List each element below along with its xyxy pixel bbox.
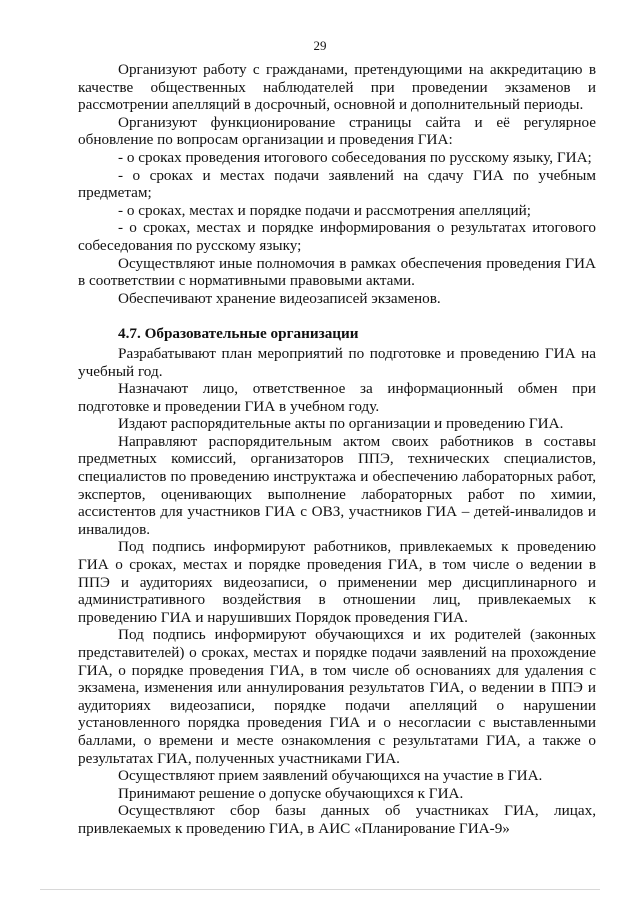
scan-edge-divider <box>40 889 600 890</box>
paragraph: Принимают решение о допуске обучающихся к ГИА. <box>118 784 464 802</box>
list-item: - о сроках проведения итогового собеседования по русскому языку, ГИА; <box>118 148 592 166</box>
list-item: - о сроках, местах и порядке подачи и рассмотрения апелляций; <box>118 201 531 219</box>
paragraph: Издают распорядительные акты по организации и проведению ГИА. <box>118 415 564 433</box>
page-number: 29 <box>313 38 327 53</box>
list-item: - о сроках и местах подачи заявлений на сдачу ГИА по учебным предметам; <box>78 166 596 202</box>
paragraph: Под подпись информируют обучающихся и их родителей (законных представителей) о сроках, местах и порядке подачи заявлений на прохождение ГИА, о порядке проведения ГИА, в том числе об основаниях для удаления с экзамена, изменения или аннулирования результатов ГИА, о ведении в ППЭ и аудиториях видеозаписи, порядке подачи апелляций о нарушении установленного порядка проведения ГИА и о несогласии с выставленными баллами, о времени и месте ознакомления с результатами ГИА, а также о результатах ГИА, полученных участниками ГИА. <box>78 626 596 767</box>
paragraph: Разрабатывают план мероприятий по подготовке и проведению ГИА на учебный год. <box>78 344 596 380</box>
paragraph: Осуществляют иные полномочия в рамках обеспечения проведения ГИА в соответствии с нормативными правовыми актами. <box>78 254 596 290</box>
paragraph: Осуществляют прием заявлений обучающихся на участие в ГИА. <box>118 767 543 785</box>
section-gap <box>78 307 596 325</box>
list-item: - о сроках, местах и порядке информирования о результатах итогового собеседования по русскому языку; <box>78 219 596 254</box>
paragraph: Под подпись информируют работников, привлекаемых к проведению ГИА о сроках, местах и порядке проведения ГИА, в том числе о ведении в ППЭ и аудиториях видеозаписи, о применении мер дисциплинарного и административного воздействия в отношении лиц, привлекаемых к проведению ГИА и нарушивших Порядок проведения ГИА. <box>78 538 596 626</box>
paragraph: Направляют распорядительным актом своих работников в составы предметных комиссий, организаторов ППЭ, технических специалистов, специалистов по проведению инструктажа и обеспечению лабораторных работ, экспертов, оценивающих выполнение лабораторных работ по химии, ассистентов для участников ГИА с ОВЗ, участников ГИА – детей-инвалидов и инвалидов. <box>78 432 596 538</box>
paragraph: Осуществляют сбор базы данных об участниках ГИА, лицах, привлекаемых к проведению ГИА, в АИС «Планирование ГИА-9» <box>78 802 596 837</box>
paragraph: Обеспечивают хранение видеозаписей экзаменов. <box>118 289 441 307</box>
section-heading: 4.7. Образовательные организации <box>118 325 359 343</box>
paragraph: Назначают лицо, ответственное за информационный обмен при подготовке и проведении ГИА в учебном году. <box>78 380 596 415</box>
document-body <box>78 61 596 838</box>
paragraph: Организуют функционирование страницы сайта и её регулярное обновление по вопросам организации и проведения ГИА: <box>78 113 596 149</box>
paragraph: Организуют работу с гражданами, претендующими на аккредитацию в качестве общественных наблюдателей при проведении экзаменов и рассмотрении апелляций в досрочный, основной и дополнительный периоды. <box>78 61 596 114</box>
